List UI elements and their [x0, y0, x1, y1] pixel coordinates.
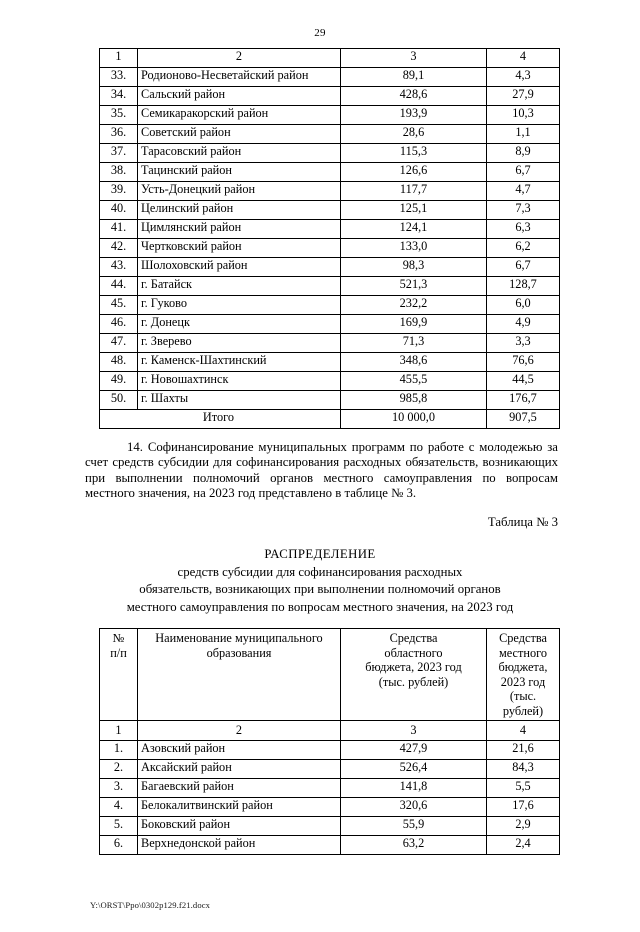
cell-number: 42.	[100, 239, 138, 258]
cell-number: 47.	[100, 334, 138, 353]
cell-number: 48.	[100, 353, 138, 372]
cell-municipality: Аксайский район	[138, 759, 341, 778]
cell-number: 44.	[100, 277, 138, 296]
header-regional-line-4: (тыс. рублей)	[378, 674, 449, 689]
cell-number: 2.	[100, 759, 138, 778]
cell-local-budget: 8,9	[487, 144, 560, 163]
cell-regional-budget: 55,9	[341, 816, 487, 835]
cell-municipality: Сальский район	[138, 87, 341, 106]
cell-number: 3.	[100, 778, 138, 797]
document-page	[0, 27, 640, 932]
heading-line-2: обязательств, возникающих при выполнении полномочий органов	[139, 582, 501, 597]
cell-number: 46.	[100, 315, 138, 334]
cell-local-budget: 176,7	[487, 391, 560, 410]
cell-local-budget: 6,7	[487, 163, 560, 182]
heading-line-1: средств субсидии для софинансирования расходных	[177, 564, 463, 579]
cell-regional-budget: 98,3	[341, 258, 487, 277]
table-row	[100, 835, 560, 854]
cell-municipality: Тарасовский район	[138, 144, 341, 163]
cell-regional-budget: 320,6	[341, 797, 487, 816]
cell-regional-budget: 125,1	[341, 201, 487, 220]
header-local-line-2: местного	[499, 645, 547, 660]
cell-number: 35.	[100, 106, 138, 125]
cell-municipality: Азовский район	[138, 740, 341, 759]
distribution-table-continued	[99, 48, 560, 429]
cell-municipality: Боковский район	[138, 816, 341, 835]
column-ref-4: 4	[487, 49, 560, 68]
cell-local-budget: 4,3	[487, 68, 560, 87]
table-row	[100, 816, 560, 835]
header-number-line-2: п/п	[110, 645, 127, 660]
column-ref-4: 4	[487, 720, 560, 740]
cell-local-budget: 76,6	[487, 353, 560, 372]
cell-regional-budget: 348,6	[341, 353, 487, 372]
cell-municipality: г. Шахты	[138, 391, 341, 410]
column-ref-2: 2	[138, 720, 341, 740]
cell-municipality: Семикаракорский район	[138, 106, 341, 125]
table-row	[100, 258, 560, 277]
cell-number: 34.	[100, 87, 138, 106]
table-row	[100, 239, 560, 258]
table-column-ref-row	[100, 49, 560, 68]
table-row	[100, 201, 560, 220]
column-ref-2: 2	[138, 49, 341, 68]
cell-number: 49.	[100, 372, 138, 391]
cell-regional-budget: 71,3	[341, 334, 487, 353]
header-regional-line-3: бюджета, 2023 год	[365, 660, 462, 675]
cell-number: 4.	[100, 797, 138, 816]
cell-regional-budget: 428,6	[341, 87, 487, 106]
header-regional-line-2: областного	[384, 645, 443, 660]
table-row	[100, 68, 560, 87]
cell-municipality: Багаевский район	[138, 778, 341, 797]
cell-municipality: г. Донецк	[138, 315, 341, 334]
cell-regional-budget: 985,8	[341, 391, 487, 410]
table-row	[100, 106, 560, 125]
cell-municipality: г. Новошахтинск	[138, 372, 341, 391]
table-header-row	[100, 629, 560, 720]
cell-local-budget: 6,0	[487, 296, 560, 315]
cell-regional-budget: 193,9	[341, 106, 487, 125]
cell-local-budget: 3,3	[487, 334, 560, 353]
cell-municipality: Тацинский район	[138, 163, 341, 182]
cell-municipality: Целинский район	[138, 201, 341, 220]
cell-number: 33.	[100, 68, 138, 87]
cell-local-budget: 17,6	[487, 797, 560, 816]
cell-number: 43.	[100, 258, 138, 277]
header-cell-name: Наименование муниципального образования	[138, 629, 341, 720]
table-row	[100, 353, 560, 372]
table-column-ref-row	[100, 720, 560, 740]
body-paragraph: 14. Софинансирование муниципальных программ по работе с молодежью за счет средств субсидии для софинансирования расходных обязательств, возникающих при выполнении полномочий органов местного самоуправления по вопросам местного значения, на 2023 год представлено в таблице № 3.	[85, 440, 558, 500]
cell-regional-budget: 126,6	[341, 163, 487, 182]
cell-municipality: г. Каменск-Шахтинский	[138, 353, 341, 372]
column-ref-3: 3	[341, 49, 487, 68]
cell-regional-budget: 455,5	[341, 372, 487, 391]
cell-regional-budget: 28,6	[341, 125, 487, 144]
cell-local-budget: 84,3	[487, 759, 560, 778]
column-ref-3: 3	[341, 720, 487, 740]
cell-number: 36.	[100, 125, 138, 144]
header-local-line-4: (тыс. рублей)	[502, 689, 544, 718]
table-row	[100, 296, 560, 315]
table-row	[100, 182, 560, 201]
table-total-row	[100, 410, 560, 429]
table-row	[100, 144, 560, 163]
cell-local-budget: 2,9	[487, 816, 560, 835]
column-ref-1: 1	[100, 720, 138, 740]
cell-number: 37.	[100, 144, 138, 163]
cell-local-budget: 6,2	[487, 239, 560, 258]
header-cell-regional-budget	[341, 629, 487, 720]
total-local-budget: 907,5	[487, 410, 560, 429]
cell-municipality: г. Зверево	[138, 334, 341, 353]
table-row	[100, 315, 560, 334]
cell-regional-budget: 115,3	[341, 144, 487, 163]
cell-municipality: г. Батайск	[138, 277, 341, 296]
heading-title: РАСПРЕДЕЛЕНИЕ	[264, 547, 376, 562]
header-local-line-3: бюджета, 2023 год	[498, 660, 548, 689]
cell-municipality: Цимлянский район	[138, 220, 341, 239]
table-row	[100, 759, 560, 778]
cell-number: 6.	[100, 835, 138, 854]
cell-local-budget: 5,5	[487, 778, 560, 797]
cell-regional-budget: 169,9	[341, 315, 487, 334]
document-file-path: Y:\ORST\Ppo\0302p129.f21.docx	[90, 900, 211, 910]
cell-regional-budget: 141,8	[341, 778, 487, 797]
header-cell-local-budget	[487, 629, 560, 720]
table-row	[100, 87, 560, 106]
cell-local-budget: 2,4	[487, 835, 560, 854]
table-row	[100, 277, 560, 296]
distribution-table-3	[99, 628, 560, 854]
cell-local-budget: 128,7	[487, 277, 560, 296]
cell-municipality: Родионово-Несветайский район	[138, 68, 341, 87]
cell-regional-budget: 117,7	[341, 182, 487, 201]
table-row	[100, 372, 560, 391]
cell-municipality: Советский район	[138, 125, 341, 144]
cell-local-budget: 4,7	[487, 182, 560, 201]
cell-regional-budget: 526,4	[341, 759, 487, 778]
cell-regional-budget: 232,2	[341, 296, 487, 315]
total-regional-budget: 10 000,0	[341, 410, 487, 429]
cell-municipality: Шолоховский район	[138, 258, 341, 277]
header-number-line-1: №	[112, 631, 125, 646]
table-row	[100, 797, 560, 816]
cell-local-budget: 6,3	[487, 220, 560, 239]
cell-municipality: Чертковский район	[138, 239, 341, 258]
header-regional-line-1: Средства	[389, 631, 438, 646]
cell-number: 39.	[100, 182, 138, 201]
cell-regional-budget: 124,1	[341, 220, 487, 239]
header-local-line-1: Средства	[499, 631, 547, 646]
cell-number: 50.	[100, 391, 138, 410]
cell-number: 5.	[100, 816, 138, 835]
cell-local-budget: 7,3	[487, 201, 560, 220]
cell-local-budget: 21,6	[487, 740, 560, 759]
cell-municipality: Белокалитвинский район	[138, 797, 341, 816]
cell-regional-budget: 427,9	[341, 740, 487, 759]
cell-regional-budget: 89,1	[341, 68, 487, 87]
table-row	[100, 163, 560, 182]
table-row	[100, 220, 560, 239]
cell-regional-budget: 63,2	[341, 835, 487, 854]
table-reference-label: Таблица № 3	[487, 515, 558, 530]
cell-local-budget: 44,5	[487, 372, 560, 391]
cell-local-budget: 10,3	[487, 106, 560, 125]
cell-regional-budget: 521,3	[341, 277, 487, 296]
column-ref-1: 1	[100, 49, 138, 68]
table-row	[100, 391, 560, 410]
cell-number: 1.	[100, 740, 138, 759]
table-row	[100, 740, 560, 759]
cell-number: 38.	[100, 163, 138, 182]
table-row	[100, 334, 560, 353]
heading-line-3: местного самоуправления по вопросам местного значения, на 2023 год	[126, 599, 514, 614]
cell-municipality: Верхнедонской район	[138, 835, 341, 854]
cell-regional-budget: 133,0	[341, 239, 487, 258]
cell-number: 41.	[100, 220, 138, 239]
cell-local-budget: 1,1	[487, 125, 560, 144]
page-number: 29	[314, 27, 326, 39]
header-cell-number	[100, 629, 138, 720]
section-heading	[85, 546, 555, 616]
cell-number: 45.	[100, 296, 138, 315]
cell-local-budget: 4,9	[487, 315, 560, 334]
total-label: Итого	[100, 410, 341, 429]
cell-municipality: Усть-Донецкий район	[138, 182, 341, 201]
table-row	[100, 125, 560, 144]
cell-number: 40.	[100, 201, 138, 220]
cell-local-budget: 27,9	[487, 87, 560, 106]
cell-municipality: г. Гуково	[138, 296, 341, 315]
cell-local-budget: 6,7	[487, 258, 560, 277]
table-row	[100, 778, 560, 797]
